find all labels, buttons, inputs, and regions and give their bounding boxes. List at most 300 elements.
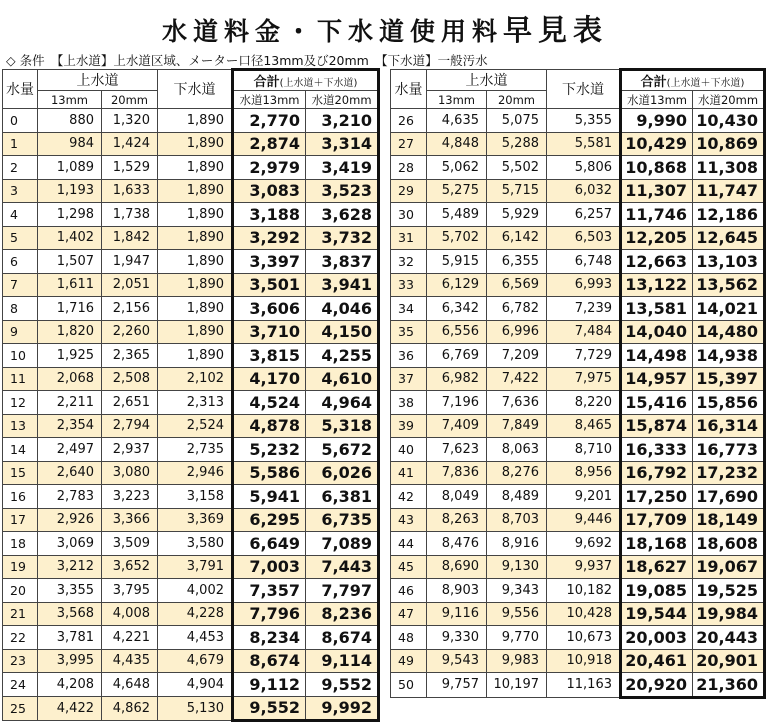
total-13mm-cell: 18,627 (621, 555, 693, 579)
water-20mm-cell: 3,795 (102, 579, 158, 603)
amount-cell: 32 (391, 250, 427, 274)
water-20mm-cell: 6,355 (487, 250, 547, 274)
total-13mm-cell: 12,205 (621, 226, 693, 250)
total-20mm-cell: 4,255 (306, 344, 379, 368)
total-header (233, 70, 379, 91)
table-row (3, 179, 379, 203)
total-20mm-cell: 3,210 (306, 109, 379, 133)
amount-cell: 36 (391, 344, 427, 368)
table-row (391, 461, 765, 485)
table-row (3, 485, 379, 509)
water-20mm-cell: 5,075 (487, 109, 547, 133)
water-13mm-cell: 3,781 (38, 626, 102, 650)
total-20mm-cell: 21,360 (693, 673, 765, 698)
water-20mm-cell: 1,633 (102, 179, 158, 203)
total-13mm-cell: 17,709 (621, 508, 693, 532)
amount-cell: 19 (3, 555, 38, 579)
sewer-cell: 1,890 (158, 109, 233, 133)
sewer-cell: 6,257 (547, 203, 621, 227)
table-row (391, 156, 765, 180)
water-13mm-cell: 6,982 (427, 367, 487, 391)
water-20mm-cell: 5,502 (487, 156, 547, 180)
water-13mm-cell: 3,069 (38, 532, 102, 556)
amount-cell: 15 (3, 461, 38, 485)
water-13mm-cell: 8,263 (427, 508, 487, 532)
table-row (391, 626, 765, 650)
amount-cell: 41 (391, 461, 427, 485)
total-20mm-cell: 10,869 (693, 132, 765, 156)
total-13mm-cell: 7,003 (233, 555, 306, 579)
water-20mm-cell: 2,651 (102, 391, 158, 415)
total-20mm-cell: 3,314 (306, 132, 379, 156)
water-13mm-cell: 9,757 (427, 673, 487, 698)
water-header: 上水道 (38, 70, 158, 91)
sewer-cell: 7,239 (547, 297, 621, 321)
table-row (391, 532, 765, 556)
amount-cell: 24 (3, 673, 38, 697)
amount-cell: 31 (391, 226, 427, 250)
table-row (3, 673, 379, 697)
table-row (391, 179, 765, 203)
total-20mm-cell: 3,628 (306, 203, 379, 227)
amount-cell: 28 (391, 156, 427, 180)
amount-cell: 3 (3, 179, 38, 203)
table-row (3, 132, 379, 156)
amount-cell: 4 (3, 203, 38, 227)
water-13mm-cell: 8,476 (427, 532, 487, 556)
total-13mm-cell: 11,746 (621, 203, 693, 227)
total-13mm-cell: 3,501 (233, 273, 306, 297)
table-row (391, 250, 765, 274)
total-20mm-cell: 8,674 (306, 626, 379, 650)
total-20mm-cell: 20,443 (693, 626, 765, 650)
water-20mm-cell: 4,221 (102, 626, 158, 650)
table-row (391, 602, 765, 626)
water-13mm-cell: 8,049 (427, 485, 487, 509)
total-13mm-cell: 15,874 (621, 414, 693, 438)
water-13mm-cell: 7,836 (427, 461, 487, 485)
amount-cell: 40 (391, 438, 427, 462)
total-13mm-cell: 5,232 (233, 438, 306, 462)
sewer-cell: 1,890 (158, 226, 233, 250)
water-13mm-cell: 2,211 (38, 391, 102, 415)
sewer-header: 下水道 (158, 70, 233, 109)
table-row (391, 508, 765, 532)
sewer-cell: 9,201 (547, 485, 621, 509)
total-13mm-cell: 20,461 (621, 649, 693, 673)
table-row (3, 297, 379, 321)
total-20mm-cell: 13,562 (693, 273, 765, 297)
total-20mm-cell: 5,672 (306, 438, 379, 462)
total-13mm-header: 水道13mm (233, 91, 306, 109)
table-row (3, 649, 379, 673)
water-13mm-cell: 9,330 (427, 626, 487, 650)
total-20mm-cell: 17,690 (693, 485, 765, 509)
table-row (391, 344, 765, 368)
sewer-cell: 2,313 (158, 391, 233, 415)
water-20mm-cell: 1,842 (102, 226, 158, 250)
water-13mm-cell: 8,690 (427, 555, 487, 579)
water-20mm-cell: 1,738 (102, 203, 158, 227)
sewer-cell: 1,890 (158, 344, 233, 368)
total-20mm-cell: 4,046 (306, 297, 379, 321)
water-13mm-cell: 4,635 (427, 109, 487, 133)
total-13mm-cell: 19,544 (621, 602, 693, 626)
table-row (3, 109, 379, 133)
total-13mm-cell: 14,498 (621, 344, 693, 368)
total-20mm-cell: 6,026 (306, 461, 379, 485)
water-13mm-cell: 1,820 (38, 320, 102, 344)
total-13mm-cell: 17,250 (621, 485, 693, 509)
sewer-cell: 4,453 (158, 626, 233, 650)
water-20mm-cell: 9,983 (487, 649, 547, 673)
table-row (3, 579, 379, 603)
amount-cell: 2 (3, 156, 38, 180)
amount-cell: 1 (3, 132, 38, 156)
water-13mm-cell: 9,116 (427, 602, 487, 626)
water-13mm-cell: 7,196 (427, 391, 487, 415)
sewer-cell: 2,524 (158, 414, 233, 438)
sewer-cell: 2,102 (158, 367, 233, 391)
water-20mm-cell: 2,365 (102, 344, 158, 368)
water-13mm-cell: 1,611 (38, 273, 102, 297)
total-20mm-cell: 20,901 (693, 649, 765, 673)
amount-cell: 13 (3, 414, 38, 438)
amount-cell: 7 (3, 273, 38, 297)
water-20mm-cell: 4,008 (102, 602, 158, 626)
sewer-cell: 5,806 (547, 156, 621, 180)
total-13mm-cell: 3,397 (233, 250, 306, 274)
table-row (3, 508, 379, 532)
water-20mm-cell: 3,509 (102, 532, 158, 556)
table-row (391, 273, 765, 297)
amount-cell: 45 (391, 555, 427, 579)
water-13mm-cell: 6,556 (427, 320, 487, 344)
water-13mm-cell: 7,409 (427, 414, 487, 438)
water-20mm-cell: 8,276 (487, 461, 547, 485)
table-row (3, 273, 379, 297)
water-20mm-cell: 2,794 (102, 414, 158, 438)
sewer-cell: 10,182 (547, 579, 621, 603)
amount-cell: 47 (391, 602, 427, 626)
water-20mm-cell: 1,320 (102, 109, 158, 133)
sewer-cell: 4,679 (158, 649, 233, 673)
water-20mm-cell: 10,197 (487, 673, 547, 698)
amount-cell: 16 (3, 485, 38, 509)
amount-cell: 6 (3, 250, 38, 274)
sewer-cell: 8,956 (547, 461, 621, 485)
total-20mm-cell: 3,941 (306, 273, 379, 297)
water-13mm-cell: 4,208 (38, 673, 102, 697)
water-20mm-cell: 4,648 (102, 673, 158, 697)
total-13mm-cell: 10,429 (621, 132, 693, 156)
amount-cell: 38 (391, 391, 427, 415)
water-20mm-cell: 3,652 (102, 555, 158, 579)
sewer-cell: 5,130 (158, 696, 233, 721)
water-20mm-cell: 9,130 (487, 555, 547, 579)
table-row (391, 673, 765, 698)
total-20mm-cell: 17,232 (693, 461, 765, 485)
water-20mm-cell: 2,156 (102, 297, 158, 321)
total-13mm-cell: 15,416 (621, 391, 693, 415)
total-label: 合計 (640, 75, 667, 90)
total-20mm-cell: 19,067 (693, 555, 765, 579)
rate-table-left (2, 68, 380, 722)
water-13mm-cell: 1,298 (38, 203, 102, 227)
sewer-cell: 2,946 (158, 461, 233, 485)
table-row (3, 156, 379, 180)
water-13mm-cell: 2,354 (38, 414, 102, 438)
total-20mm-cell: 4,964 (306, 391, 379, 415)
water-13mm-cell: 7,623 (427, 438, 487, 462)
amount-cell: 22 (3, 626, 38, 650)
table-row (391, 109, 765, 133)
table-row (3, 602, 379, 626)
amount-cell: 43 (391, 508, 427, 532)
sewer-cell: 4,002 (158, 579, 233, 603)
table-row (391, 132, 765, 156)
total-13mm-cell: 3,815 (233, 344, 306, 368)
sewer-cell: 5,355 (547, 109, 621, 133)
water-13mm-cell: 2,640 (38, 461, 102, 485)
water-header: 上水道 (427, 70, 547, 91)
table-row (3, 626, 379, 650)
amount-cell: 33 (391, 273, 427, 297)
water-20mm-header: 20mm (102, 91, 158, 109)
total-13mm-cell: 19,085 (621, 579, 693, 603)
water-20mm-cell: 3,080 (102, 461, 158, 485)
sewer-cell: 5,581 (547, 132, 621, 156)
amount-cell: 25 (3, 696, 38, 721)
sewer-cell: 9,937 (547, 555, 621, 579)
water-13mm-cell: 9,543 (427, 649, 487, 673)
water-20mm-cell: 2,937 (102, 438, 158, 462)
water-20mm-cell: 1,529 (102, 156, 158, 180)
total-note: (上水道＋下水道) (279, 78, 358, 89)
water-20mm-cell: 7,422 (487, 367, 547, 391)
total-13mm-cell: 12,663 (621, 250, 693, 274)
total-13mm-cell: 16,333 (621, 438, 693, 462)
water-20mm-cell: 6,142 (487, 226, 547, 250)
water-13mm-cell: 3,568 (38, 602, 102, 626)
total-13mm-cell: 8,674 (233, 649, 306, 673)
water-13mm-cell: 984 (38, 132, 102, 156)
sewer-cell: 1,890 (158, 297, 233, 321)
sewer-cell: 8,465 (547, 414, 621, 438)
water-20mm-cell: 7,636 (487, 391, 547, 415)
water-13mm-cell: 4,422 (38, 696, 102, 721)
total-13mm-cell: 3,292 (233, 226, 306, 250)
total-13mm-cell: 2,979 (233, 156, 306, 180)
amount-cell: 10 (3, 344, 38, 368)
total-13mm-cell: 9,990 (621, 109, 693, 133)
total-13mm-cell: 3,710 (233, 320, 306, 344)
table-row (391, 226, 765, 250)
sewer-header: 下水道 (547, 70, 621, 109)
table-row (3, 414, 379, 438)
total-13mm-cell: 7,357 (233, 579, 306, 603)
water-13mm-cell: 2,926 (38, 508, 102, 532)
total-13mm-cell: 6,295 (233, 508, 306, 532)
sewer-cell: 6,503 (547, 226, 621, 250)
total-note: (上水道＋下水道) (666, 78, 745, 89)
water-20mm-cell: 6,996 (487, 320, 547, 344)
water-20mm-cell: 5,288 (487, 132, 547, 156)
water-13mm-header: 13mm (427, 91, 487, 109)
water-13mm-cell: 6,769 (427, 344, 487, 368)
table-row (3, 367, 379, 391)
table-row (391, 391, 765, 415)
total-13mm-cell: 10,868 (621, 156, 693, 180)
total-20mm-cell: 16,314 (693, 414, 765, 438)
sewer-cell: 1,890 (158, 156, 233, 180)
sewer-cell: 3,369 (158, 508, 233, 532)
total-13mm-cell: 14,040 (621, 320, 693, 344)
sewer-cell: 1,890 (158, 320, 233, 344)
total-20mm-cell: 14,938 (693, 344, 765, 368)
table-row (3, 203, 379, 227)
total-20mm-cell: 7,797 (306, 579, 379, 603)
table-row (391, 297, 765, 321)
water-20mm-cell: 4,862 (102, 696, 158, 721)
total-13mm-cell: 6,649 (233, 532, 306, 556)
water-13mm-header: 13mm (38, 91, 102, 109)
total-13mm-cell: 5,586 (233, 461, 306, 485)
total-13mm-cell: 14,957 (621, 367, 693, 391)
water-13mm-cell: 5,915 (427, 250, 487, 274)
water-20mm-cell: 6,569 (487, 273, 547, 297)
amount-cell: 26 (391, 109, 427, 133)
water-13mm-cell: 1,507 (38, 250, 102, 274)
table-row (391, 414, 765, 438)
amount-cell: 21 (3, 602, 38, 626)
sewer-cell: 9,446 (547, 508, 621, 532)
amount-cell: 49 (391, 649, 427, 673)
water-20mm-cell: 9,556 (487, 602, 547, 626)
amount-cell: 39 (391, 414, 427, 438)
total-13mm-cell: 13,581 (621, 297, 693, 321)
amount-cell: 50 (391, 673, 427, 698)
water-13mm-cell: 5,489 (427, 203, 487, 227)
conditions-note: ◇ 条件 【上水道】上水道区域、メーター口径13mm及び20mm 【下水道】一般汚水 (6, 53, 488, 68)
sewer-cell: 7,729 (547, 344, 621, 368)
water-13mm-cell: 3,212 (38, 555, 102, 579)
amount-header: 水量 (3, 70, 38, 109)
table-row (3, 532, 379, 556)
total-20mm-cell: 7,089 (306, 532, 379, 556)
sewer-cell: 4,904 (158, 673, 233, 697)
table-row (3, 391, 379, 415)
total-header (621, 70, 765, 91)
table-row (3, 344, 379, 368)
total-20mm-cell: 3,523 (306, 179, 379, 203)
total-20mm-cell: 19,525 (693, 579, 765, 603)
sewer-cell: 6,032 (547, 179, 621, 203)
water-13mm-cell: 5,702 (427, 226, 487, 250)
total-13mm-header: 水道13mm (621, 91, 693, 109)
sewer-cell: 9,692 (547, 532, 621, 556)
amount-cell: 20 (3, 579, 38, 603)
table-row (3, 320, 379, 344)
water-20mm-cell: 2,051 (102, 273, 158, 297)
water-20mm-cell: 1,947 (102, 250, 158, 274)
table-row (391, 485, 765, 509)
total-20mm-cell: 8,236 (306, 602, 379, 626)
total-13mm-cell: 9,112 (233, 673, 306, 697)
total-20mm-cell: 4,610 (306, 367, 379, 391)
water-13mm-cell: 2,497 (38, 438, 102, 462)
total-20mm-cell: 9,992 (306, 696, 379, 721)
sewer-cell: 6,748 (547, 250, 621, 274)
amount-cell: 46 (391, 579, 427, 603)
total-label: 合計 (253, 75, 280, 90)
sewer-cell: 1,890 (158, 250, 233, 274)
total-20mm-header: 水道20mm (693, 91, 765, 109)
table-row (3, 250, 379, 274)
water-13mm-cell: 1,193 (38, 179, 102, 203)
total-20mm-cell: 11,308 (693, 156, 765, 180)
table-row (391, 320, 765, 344)
amount-cell: 11 (3, 367, 38, 391)
amount-cell: 23 (3, 649, 38, 673)
total-20mm-cell: 18,608 (693, 532, 765, 556)
sewer-cell: 1,890 (158, 179, 233, 203)
amount-cell: 34 (391, 297, 427, 321)
total-20mm-header: 水道20mm (306, 91, 379, 109)
amount-cell: 44 (391, 532, 427, 556)
water-20mm-cell: 8,703 (487, 508, 547, 532)
table-row (391, 203, 765, 227)
total-20mm-cell: 6,735 (306, 508, 379, 532)
amount-cell: 9 (3, 320, 38, 344)
sewer-cell: 6,993 (547, 273, 621, 297)
water-20mm-cell: 2,508 (102, 367, 158, 391)
title-main: 水道料金・下水道使用料 (161, 17, 503, 46)
table-row (3, 438, 379, 462)
water-13mm-cell: 8,903 (427, 579, 487, 603)
total-13mm-cell: 13,122 (621, 273, 693, 297)
amount-cell: 17 (3, 508, 38, 532)
amount-cell: 29 (391, 179, 427, 203)
total-20mm-cell: 18,149 (693, 508, 765, 532)
total-13mm-cell: 2,874 (233, 132, 306, 156)
total-20mm-cell: 14,021 (693, 297, 765, 321)
total-20mm-cell: 12,645 (693, 226, 765, 250)
rate-table-right (390, 68, 766, 699)
water-20mm-cell: 7,209 (487, 344, 547, 368)
total-13mm-cell: 3,083 (233, 179, 306, 203)
water-13mm-cell: 4,848 (427, 132, 487, 156)
total-13mm-cell: 3,606 (233, 297, 306, 321)
page-title (0, 8, 770, 49)
table-row (391, 555, 765, 579)
water-20mm-cell: 8,916 (487, 532, 547, 556)
water-20mm-cell: 8,063 (487, 438, 547, 462)
total-20mm-cell: 15,856 (693, 391, 765, 415)
table-row (391, 579, 765, 603)
sewer-cell: 3,791 (158, 555, 233, 579)
amount-cell: 48 (391, 626, 427, 650)
total-20mm-cell: 12,186 (693, 203, 765, 227)
water-20mm-cell: 1,424 (102, 132, 158, 156)
total-13mm-cell: 18,168 (621, 532, 693, 556)
amount-cell: 42 (391, 485, 427, 509)
total-20mm-cell: 5,318 (306, 414, 379, 438)
total-13mm-cell: 3,188 (233, 203, 306, 227)
water-13mm-cell: 2,068 (38, 367, 102, 391)
water-20mm-cell: 4,435 (102, 649, 158, 673)
sewer-cell: 10,428 (547, 602, 621, 626)
